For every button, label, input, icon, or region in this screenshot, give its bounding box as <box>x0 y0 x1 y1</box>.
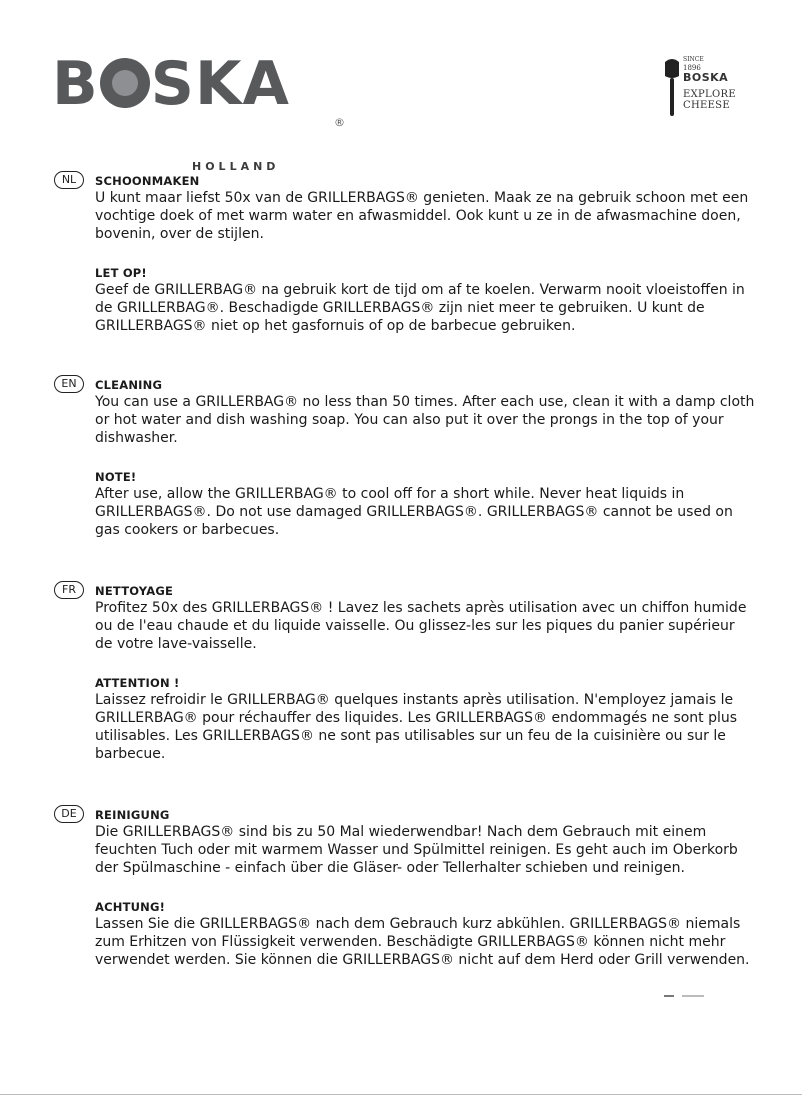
note-body: After use, allow the GRILLERBAG® to cool off for a short while. Never heat liquids in GRILLERBAGS®. Do not use damaged GRILLERBAGS®. GRILLERBAGS® cannot be used on gas cookers or barbecues. <box>95 486 733 538</box>
badge-cheese: CHEESE <box>683 100 730 111</box>
section-body: Profitez 50x des GRILLERBAGS® ! Lavez les sachets après utilisation avec un chiffon humide ou de l'eau chaude et du liquide vaisselle. Ou glissez-les sur les piques du panier supérieur de votre lave-vaisselle. <box>95 600 747 652</box>
note-body: Lassen Sie die GRILLERBAGS® nach dem Gebrauch kurz abkühlen. GRILLERBAGS® niemals zum Erhitzen von Flüssigkeit verwenden. Beschädigte GRILLERBAGS® können nicht mehr verwendet werden. Sie können die GRILLERBAGS® nicht auf dem Herd oder Grill verwenden. <box>95 916 750 968</box>
note-body: Laissez refroidir le GRILLERBAG® quelques instants après utilisation. N'employez jamais le GRILLERBAG® pour réchauffer des liquides. Les GRILLERBAGS® endommagés ne sont plus utilisables. Les GRILLERBAGS® ne sont pas utilisables sur un feu de la cuisinière ou sur le barbecue. <box>95 692 738 762</box>
logo-subtitle: HOLLAND <box>192 160 280 173</box>
boska-logo <box>52 49 345 173</box>
lang-badge-de: DE <box>54 805 84 823</box>
section-body: U kunt maar liefst 50x van de GRILLERBAGS® genieten. Maak ze na gebruik schoon met een vochtige doek of met warm water en afwasmiddel. Ook kunt u ze in de afwasmachine doen, bovenin, over de stijlen. <box>95 190 749 242</box>
lang-badge-en: EN <box>54 375 84 393</box>
badge-brand: BOSKA <box>683 71 729 84</box>
note-heading: NOTE! <box>95 470 137 484</box>
note-heading: ACHTUNG! <box>95 900 166 914</box>
badge-since: SINCE <box>683 56 704 63</box>
logo-wordmark: B SKA <box>52 49 290 119</box>
note-heading: LET OP! <box>95 266 147 280</box>
logo-cheese-icon <box>100 58 150 108</box>
section-body: You can use a GRILLERBAG® no less than 50 times. After each use, clean it with a damp cloth or hot water and dish washing soap. You can also put it over the prongs in the top of your dishwasher. <box>95 394 755 446</box>
cheese-knife-icon <box>662 56 682 122</box>
note-body: Geef de GRILLERBAG® na gebruik kort de tijd om af te koelen. Verwarm nooit vloeistoffen in de GRILLERBAG®. Beschadigde GRILLERBAGS® zijn niet meer te gebruiken. U kunt de GRILLERBAGS® niet op het gasfornuis of op de barbecue gebruiken. <box>95 282 745 334</box>
section-heading: REINIGUNG <box>95 808 170 822</box>
section-body: Die GRILLERBAGS® sind bis zu 50 Mal wiederwendbar! Nach dem Gebrauch mit einem feuchten Tuch oder mit warmem Wasser und Spülmittel reinigen. Es geht auch im Oberkorb der Spülmaschine - einfach über die Gläser- oder Tellerhalter schieben und reinigen. <box>95 824 738 876</box>
explore-cheese-badge <box>662 56 752 122</box>
badge-explore: EXPLORE <box>683 89 736 100</box>
lang-badge-fr: FR <box>54 581 84 599</box>
page-bottom-rule <box>0 1094 802 1095</box>
logo-registered-mark: ® <box>334 116 345 129</box>
note-heading: ATTENTION ! <box>95 676 180 690</box>
lang-badge-nl: NL <box>54 171 84 189</box>
section-heading: SCHOONMAKEN <box>95 174 200 188</box>
section-heading: NETTOYAGE <box>95 584 174 598</box>
section-heading: CLEANING <box>95 378 163 392</box>
footer-mark <box>664 995 704 998</box>
badge-year: 1896 <box>683 64 701 72</box>
